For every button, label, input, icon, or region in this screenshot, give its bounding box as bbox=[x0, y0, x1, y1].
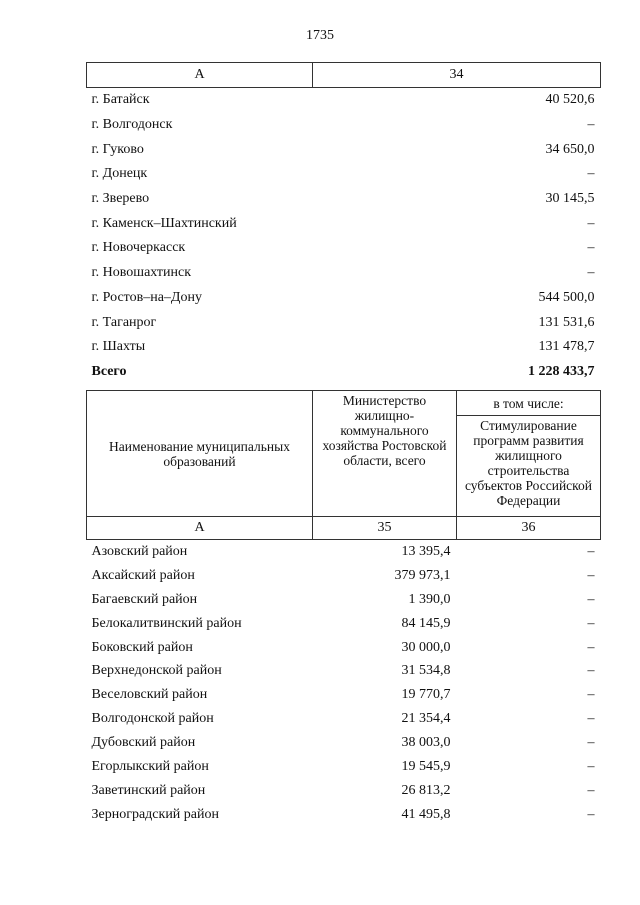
row-name: г. Новочеркасск bbox=[91, 240, 186, 256]
row-value: 131 478,7 bbox=[538, 339, 595, 355]
row-value-36: – bbox=[587, 687, 595, 703]
row-value-36: – bbox=[587, 735, 595, 751]
row-name: Боковский район bbox=[91, 639, 193, 655]
table-row bbox=[87, 564, 601, 588]
table-row bbox=[87, 162, 601, 187]
table-row bbox=[87, 211, 601, 236]
table-row bbox=[87, 540, 601, 564]
row-value-36: – bbox=[587, 615, 595, 631]
row-name: Белокалитвинский район bbox=[91, 615, 242, 631]
table-row bbox=[87, 612, 601, 636]
row-value-35: 21 354,4 bbox=[401, 711, 451, 727]
table1-header-col-a: А bbox=[87, 63, 313, 88]
table1-header-row bbox=[87, 63, 601, 88]
row-value: 544 500,0 bbox=[538, 289, 595, 305]
header-housing-program: Стимулирование программ развития жилищного строительства субъектов Российской Федерации bbox=[457, 416, 601, 517]
header-municipality-name: Наименование муниципальных образований bbox=[87, 391, 313, 517]
row-value: – bbox=[587, 265, 595, 281]
table-row bbox=[87, 683, 601, 707]
row-value-35: 38 003,0 bbox=[401, 735, 451, 751]
table-row bbox=[87, 88, 601, 113]
row-name: Азовский район bbox=[91, 543, 188, 559]
table2-subheader-row bbox=[87, 517, 601, 540]
header-ministry-total: Министерство жилищно-коммунального хозяйства Ростовской области, всего bbox=[313, 391, 457, 517]
row-name: г. Новошахтинск bbox=[91, 265, 192, 281]
subheader-col-36: 36 bbox=[457, 517, 601, 540]
row-value-35: 84 145,9 bbox=[401, 615, 451, 631]
table-row bbox=[87, 113, 601, 138]
row-value-36: – bbox=[587, 758, 595, 774]
table-row bbox=[87, 803, 601, 827]
table-city-districts bbox=[86, 62, 601, 384]
row-value-35: 19 545,9 bbox=[401, 758, 451, 774]
row-value-36: – bbox=[587, 567, 595, 583]
row-name: г. Батайск bbox=[91, 92, 150, 108]
row-value: – bbox=[587, 166, 595, 182]
row-name: г. Ростов–на–Дону bbox=[91, 289, 202, 305]
total-row bbox=[87, 360, 601, 385]
header-including: в том числе: bbox=[457, 391, 601, 416]
row-value-36: – bbox=[587, 663, 595, 679]
row-value-35: 379 973,1 bbox=[394, 567, 451, 583]
row-value-36: – bbox=[587, 782, 595, 798]
table-row bbox=[87, 755, 601, 779]
row-value-35: 26 813,2 bbox=[401, 782, 451, 798]
row-value-36: – bbox=[587, 711, 595, 727]
table-row bbox=[87, 187, 601, 212]
row-name: г. Волгодонск bbox=[91, 117, 173, 133]
subheader-col-a: А bbox=[87, 517, 313, 540]
page-number: 1735 bbox=[306, 28, 334, 43]
row-value-36: – bbox=[587, 806, 595, 822]
table-row bbox=[87, 659, 601, 683]
row-name: Егорлыкский район bbox=[91, 758, 209, 774]
table2-header-row bbox=[87, 391, 601, 416]
table-row bbox=[87, 137, 601, 162]
row-name: Аксайский район bbox=[91, 567, 195, 583]
row-value-35: 30 000,0 bbox=[401, 639, 451, 655]
row-name: г. Зверево bbox=[91, 191, 150, 207]
table1-header-col-34: 34 bbox=[313, 63, 601, 88]
row-value: 30 145,5 bbox=[545, 191, 595, 207]
table-row bbox=[87, 707, 601, 731]
row-value-36: – bbox=[587, 591, 595, 607]
table-row bbox=[87, 779, 601, 803]
row-name: Верхнедонской район bbox=[91, 663, 222, 679]
total-value: 1 228 433,7 bbox=[528, 363, 595, 379]
row-value: – bbox=[587, 240, 595, 256]
row-value-35: 31 534,8 bbox=[401, 663, 451, 679]
row-value: 34 650,0 bbox=[545, 141, 595, 157]
row-name: г. Донецк bbox=[91, 166, 148, 182]
row-name: Багаевский район bbox=[91, 591, 198, 607]
row-value: 131 531,6 bbox=[538, 314, 595, 330]
table-municipal-districts bbox=[86, 390, 601, 827]
row-name: Зерноградский район bbox=[91, 806, 219, 822]
row-name: Веселовский район bbox=[91, 687, 208, 703]
table-row bbox=[87, 588, 601, 612]
row-value-35: 1 390,0 bbox=[408, 591, 451, 607]
total-label: Всего bbox=[91, 363, 127, 379]
row-value-35: 19 770,7 bbox=[401, 687, 451, 703]
row-value-36: – bbox=[587, 543, 595, 559]
row-name: г. Таганрог bbox=[91, 314, 157, 330]
table-row bbox=[87, 310, 601, 335]
table-row bbox=[87, 236, 601, 261]
row-value: – bbox=[587, 215, 595, 231]
row-value-36: – bbox=[587, 639, 595, 655]
table-row bbox=[87, 731, 601, 755]
row-name: г. Гуково bbox=[91, 141, 144, 157]
row-value: 40 520,6 bbox=[545, 92, 595, 108]
row-name: г. Шахты bbox=[91, 339, 146, 355]
subheader-col-35: 35 bbox=[313, 517, 457, 540]
row-value-35: 41 495,8 bbox=[401, 806, 451, 822]
table-row bbox=[87, 636, 601, 660]
table-row bbox=[87, 286, 601, 311]
row-name: г. Каменск–Шахтинский bbox=[91, 215, 237, 231]
row-value-35: 13 395,4 bbox=[401, 543, 451, 559]
row-value: – bbox=[587, 117, 595, 133]
table-row bbox=[87, 261, 601, 286]
row-name: Волгодонской район bbox=[91, 711, 214, 727]
table-row bbox=[87, 335, 601, 360]
row-name: Дубовский район bbox=[91, 735, 196, 751]
row-name: Заветинский район bbox=[91, 782, 206, 798]
